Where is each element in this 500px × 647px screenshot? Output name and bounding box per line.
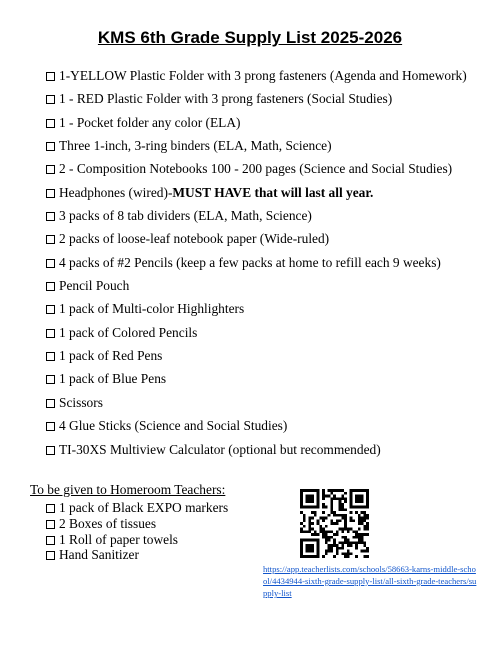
checkbox-icon[interactable]	[46, 305, 55, 314]
item-text: 1 pack of Blue Pens	[59, 371, 167, 387]
list-item	[46, 204, 467, 227]
list-item	[46, 344, 467, 367]
homeroom-item	[46, 547, 228, 563]
item-emphasis: MUST HAVE that will last all year.	[172, 184, 374, 200]
list-item	[46, 367, 467, 390]
list-item	[46, 64, 467, 87]
checkbox-icon[interactable]	[46, 142, 55, 151]
checkbox-icon[interactable]	[46, 282, 55, 291]
checkbox-icon[interactable]	[46, 95, 55, 104]
item-text: 4 packs of #2 Pencils (keep a few packs at home to refill each 9 weeks)	[59, 254, 441, 270]
list-item	[46, 134, 467, 157]
homeroom-heading: To be given to Homeroom Teachers:	[30, 482, 226, 497]
homeroom-item	[46, 500, 228, 516]
item-text: 4 Glue Sticks (Science and Social Studies)	[59, 418, 288, 434]
homeroom-item-text: 1 pack of Black EXPO markers	[59, 500, 229, 515]
list-item	[46, 87, 467, 110]
list-item	[46, 227, 467, 250]
homeroom-item-text: Hand Sanitizer	[59, 547, 139, 563]
page-title: KMS 6th Grade Supply List 2025-2026	[97, 28, 403, 47]
checkbox-icon[interactable]	[46, 72, 55, 81]
qr-code-icon	[300, 489, 369, 558]
checkbox-icon[interactable]	[46, 235, 55, 244]
list-item	[46, 181, 467, 204]
item-text: 1-YELLOW Plastic Folder with 3 prong fasteners (Agenda and Homework)	[59, 68, 467, 83]
list-item	[46, 111, 467, 134]
checkbox-icon[interactable]	[46, 446, 55, 455]
item-text: 2 - Composition Notebooks 100 - 200 pages (Science and Social Studies)	[59, 161, 453, 177]
item-text: 1 - Pocket folder any color (ELA)	[59, 114, 241, 130]
list-item	[46, 391, 467, 414]
checkbox-icon[interactable]	[46, 399, 55, 408]
item-text: 2 packs of loose-leaf notebook paper (Wide-ruled)	[59, 231, 330, 247]
checkbox-icon[interactable]	[46, 119, 55, 128]
item-text: Headphones (wired)-	[59, 184, 173, 200]
checkbox-icon[interactable]	[46, 375, 55, 384]
checkbox-icon[interactable]	[46, 352, 55, 361]
checkbox-icon[interactable]	[46, 165, 55, 174]
checkbox-icon[interactable]	[46, 212, 55, 221]
item-text: 1 pack of Colored Pencils	[59, 324, 198, 340]
list-item	[46, 251, 467, 274]
checkbox-icon[interactable]	[46, 551, 55, 560]
list-item	[46, 274, 467, 297]
checkbox-icon[interactable]	[46, 329, 55, 338]
supply-list-link[interactable]: https://app.teacherlists.com/schools/58663-karns-middle-school/4434944-sixth-grade-supply-list/all-sixth-grade-teachers/supply-list	[263, 564, 477, 598]
list-item	[46, 157, 467, 180]
list-item	[46, 321, 467, 344]
checkbox-icon[interactable]	[46, 259, 55, 268]
homeroom-list	[46, 500, 228, 563]
supply-list	[46, 64, 467, 461]
item-text: 3 packs of 8 tab dividers (ELA, Math, Science)	[59, 208, 312, 224]
item-text: 1 pack of Multi-color Highlighters	[59, 301, 245, 317]
checkbox-icon[interactable]	[46, 422, 55, 431]
homeroom-item-text: 1 Roll of paper towels	[59, 531, 179, 547]
item-text: Three 1-inch, 3-ring binders (ELA, Math, Science)	[59, 138, 332, 154]
homeroom-item-text: 2 Boxes of tissues	[59, 515, 157, 531]
item-text: 1 - RED Plastic Folder with 3 prong fasteners (Social Studies)	[59, 91, 393, 107]
list-item	[46, 414, 467, 437]
checkbox-icon[interactable]	[46, 520, 55, 529]
checkbox-icon[interactable]	[46, 504, 55, 513]
item-text: Scissors	[59, 394, 103, 410]
checkbox-icon[interactable]	[46, 536, 55, 545]
list-item	[46, 297, 467, 320]
item-text: TI-30XS Multiview Calculator (optional but recommended)	[59, 441, 381, 457]
homeroom-item	[46, 532, 228, 548]
item-text: 1 pack of Red Pens	[59, 348, 163, 364]
list-item	[46, 438, 467, 461]
homeroom-item	[46, 516, 228, 532]
item-text: Pencil Pouch	[59, 278, 130, 294]
checkbox-icon[interactable]	[46, 189, 55, 198]
